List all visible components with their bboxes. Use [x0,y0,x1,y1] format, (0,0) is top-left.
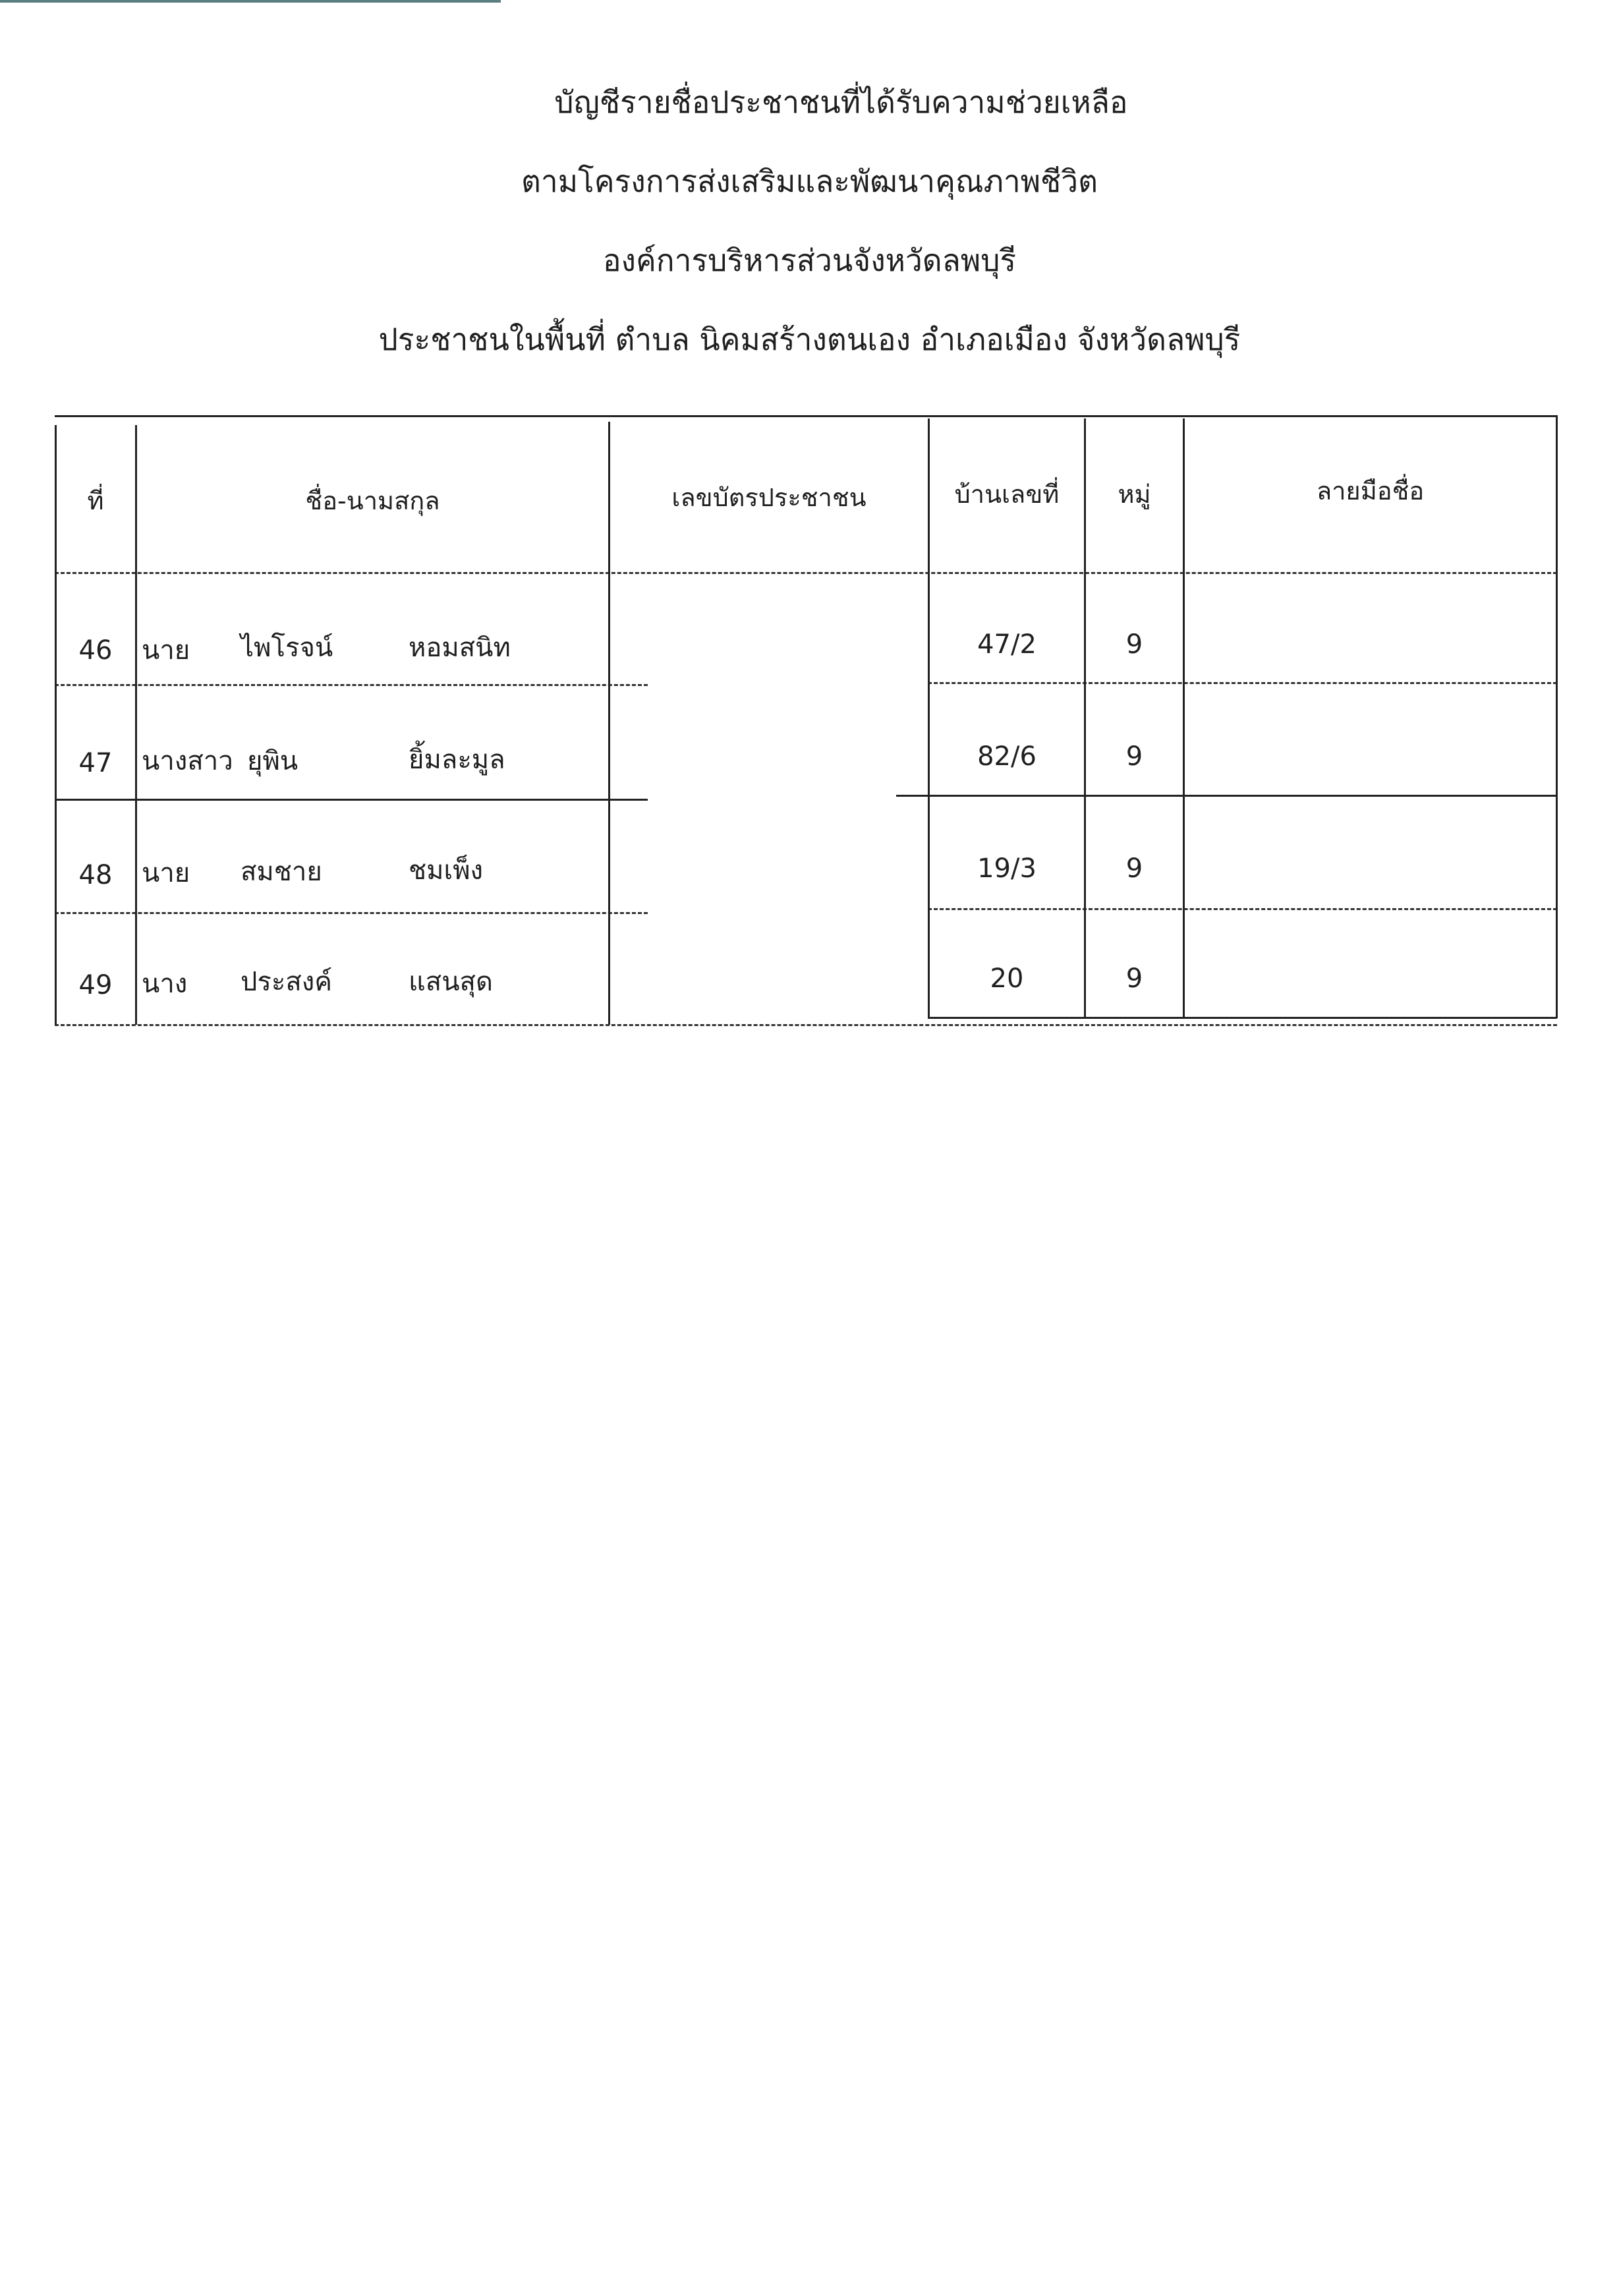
row-no: 47 [78,748,113,778]
title-line-4: ประชาชนในพื้นที่ ตำบล นิคมสร้างตนเอง อำเภอเมือง จังหวัดลพบุรี [378,322,1241,357]
row-no: 46 [78,635,113,666]
row-separator [928,682,1557,684]
table-bottom-line [55,1024,1557,1026]
row-first-name: ไพโรจน์ [241,633,333,663]
table-bottom-border [928,1017,1557,1019]
row-separator [55,799,648,801]
title-line-3: องค์การบริหารส่วนจังหวัดลพบุรี [602,243,1017,278]
row-house-no: 47/2 [977,629,1037,660]
header-id-card: เลขบัตรประชาชน [671,483,866,512]
row-separator [896,795,1557,797]
row-last-name: ชมเพ็ง [409,855,484,886]
row-separator [55,684,648,686]
row-moo: 9 [1125,963,1143,994]
row-moo: 9 [1125,629,1143,660]
header-name: ชื่อ-นามสกุล [305,486,440,515]
row-last-name: หอมสนิท [409,633,511,663]
header-no: ที่ [87,486,104,515]
column-line [1556,415,1558,1018]
row-last-name: แสนสุด [409,967,493,997]
row-prefix: นาย [142,858,190,888]
row-prefix: นาย [142,635,190,666]
row-prefix: นางสาว [142,746,233,776]
row-moo: 9 [1125,853,1143,884]
title-line-2: ตามโครงการส่งเสริมและพัฒนาคุณภาพชีวิต [521,163,1098,199]
row-prefix: นาง [142,969,188,999]
row-house-no: 19/3 [977,853,1037,884]
title-line-1: บัญชีรายชื่อประชาชนที่ได้รับความช่วยเหลือ [554,84,1128,120]
row-house-no: 82/6 [977,741,1037,772]
row-separator [55,912,648,914]
beneficiary-table [0,0,1619,1054]
header-moo: หมู่ [1118,480,1151,509]
row-separator [928,908,1557,910]
row-first-name: ยุพิน [247,746,298,776]
row-house-no: 20 [990,963,1024,994]
header-house-no: บ้านเลขที่ [954,480,1060,509]
row-first-name: สมชาย [241,857,322,887]
column-line [1183,418,1185,1018]
row-moo: 9 [1125,741,1143,772]
header-bottom-line [55,572,1557,574]
table-top-border [55,415,1557,417]
row-first-name: ประสงค์ [241,967,333,997]
row-no: 49 [78,970,113,1000]
row-last-name: ยิ้มละมูล [409,745,505,775]
row-no: 48 [78,860,113,890]
header-signature: ลายมือชื่อ [1316,476,1425,505]
